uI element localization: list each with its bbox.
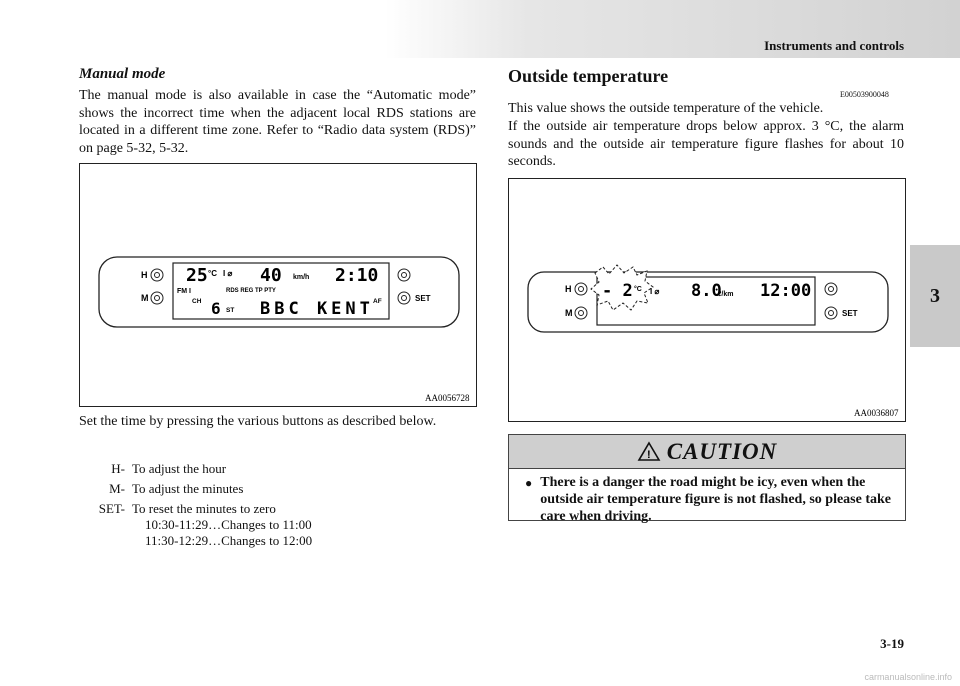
item-key: M-	[109, 481, 125, 496]
caution-body	[509, 469, 905, 525]
item-key: H-	[111, 461, 125, 476]
lcd-consumption: 8.0	[691, 281, 722, 301]
lcd-station: BBC KENT	[260, 299, 374, 319]
lcd-temperature: 25	[186, 265, 208, 286]
section-code: E00503900048	[840, 90, 889, 99]
manual-mode-paragraph: The manual mode is also available in case the “Automatic mode” shows the incorrect time when the adjacent local RDS stations are located in a different time zone. Refer to “Radio data system (RDS)” on page 5-32, 5-32.	[79, 88, 476, 156]
lcd-channel: 6	[211, 299, 221, 318]
outside-temp-paragraph-1: This value shows the outside temperature of the vehicle.	[508, 101, 824, 116]
lcd-temp-unit: °C	[208, 269, 217, 278]
lcd-indicator: I ⌀	[223, 269, 233, 278]
lcd-indicator: I ⌀	[650, 287, 660, 296]
item-desc: To adjust the hour	[132, 461, 227, 476]
outside-temp-illustration	[509, 179, 905, 421]
outside-temp-paragraph-2: If the outside air temperature drops below approx. 3 °C, the alarm sounds and the outside air temperature figure flashes for about 10 seconds.	[508, 119, 904, 169]
caution-text: There is a danger the road might be icy, even when the outside air temperature figure is not flashed, so please take care when driving.	[540, 475, 891, 524]
list-item	[86, 479, 476, 499]
lcd-clock: 2:10	[335, 265, 379, 286]
figure-outside-temp-display	[508, 178, 906, 422]
item-desc: To reset the minutes to zero	[132, 501, 276, 516]
page-number: 3-19	[880, 636, 904, 651]
figure-label: AA0036807	[854, 408, 899, 418]
lcd-fm: FM I	[177, 288, 191, 295]
h-button-label: H	[565, 284, 572, 294]
svg-text:!: !	[646, 449, 651, 461]
chapter-tab: 3	[910, 245, 960, 347]
set-time-paragraph: Set the time by pressing the various buttons as described below.	[79, 414, 437, 429]
lcd-temperature: - 2	[602, 281, 633, 301]
watermark: carmanualsonline.info	[864, 672, 952, 682]
m-button-label: M	[141, 293, 149, 303]
page-header-title: Instruments and controls	[764, 38, 904, 53]
m-button-label: M	[565, 308, 573, 318]
lcd-st: ST	[226, 307, 235, 314]
outside-temperature-heading: Outside temperature	[508, 66, 669, 86]
lcd-consumption-unit: ℓ/km	[718, 291, 734, 298]
lcd-temp-unit: °C	[634, 286, 642, 293]
item-desc: To adjust the minutes	[132, 481, 244, 496]
list-item	[86, 459, 476, 479]
warning-triangle-icon	[637, 441, 661, 462]
lcd-speed: 40	[260, 265, 282, 286]
lcd-af: AF	[373, 298, 382, 305]
figure-label: AA0056728	[425, 393, 470, 403]
sub-line: 10:30-11:29…Changes to 11:00	[145, 517, 312, 532]
manual-mode-heading: Manual mode	[79, 66, 166, 82]
item-key: SET-	[98, 501, 125, 516]
button-list	[86, 459, 476, 549]
caution-title: CAUTION	[666, 438, 778, 464]
lcd-clock: 12:00	[760, 281, 812, 301]
h-button-label: H	[141, 270, 148, 280]
list-item	[86, 501, 476, 549]
clock-display-illustration	[80, 164, 476, 406]
sub-line: 11:30-12:29…Changes to 12:00	[145, 533, 313, 548]
caution-header	[509, 435, 905, 469]
figure-clock-display	[79, 163, 477, 407]
lcd-speed-unit: km/h	[293, 274, 310, 281]
bullet-icon: ●	[525, 476, 533, 490]
lcd-rds-tags: RDS REG TP PTY	[226, 288, 276, 294]
caution-box	[508, 434, 906, 524]
lcd-ch: CH	[192, 298, 202, 305]
set-button-label: SET	[842, 309, 858, 318]
set-button-label: SET	[415, 294, 431, 303]
